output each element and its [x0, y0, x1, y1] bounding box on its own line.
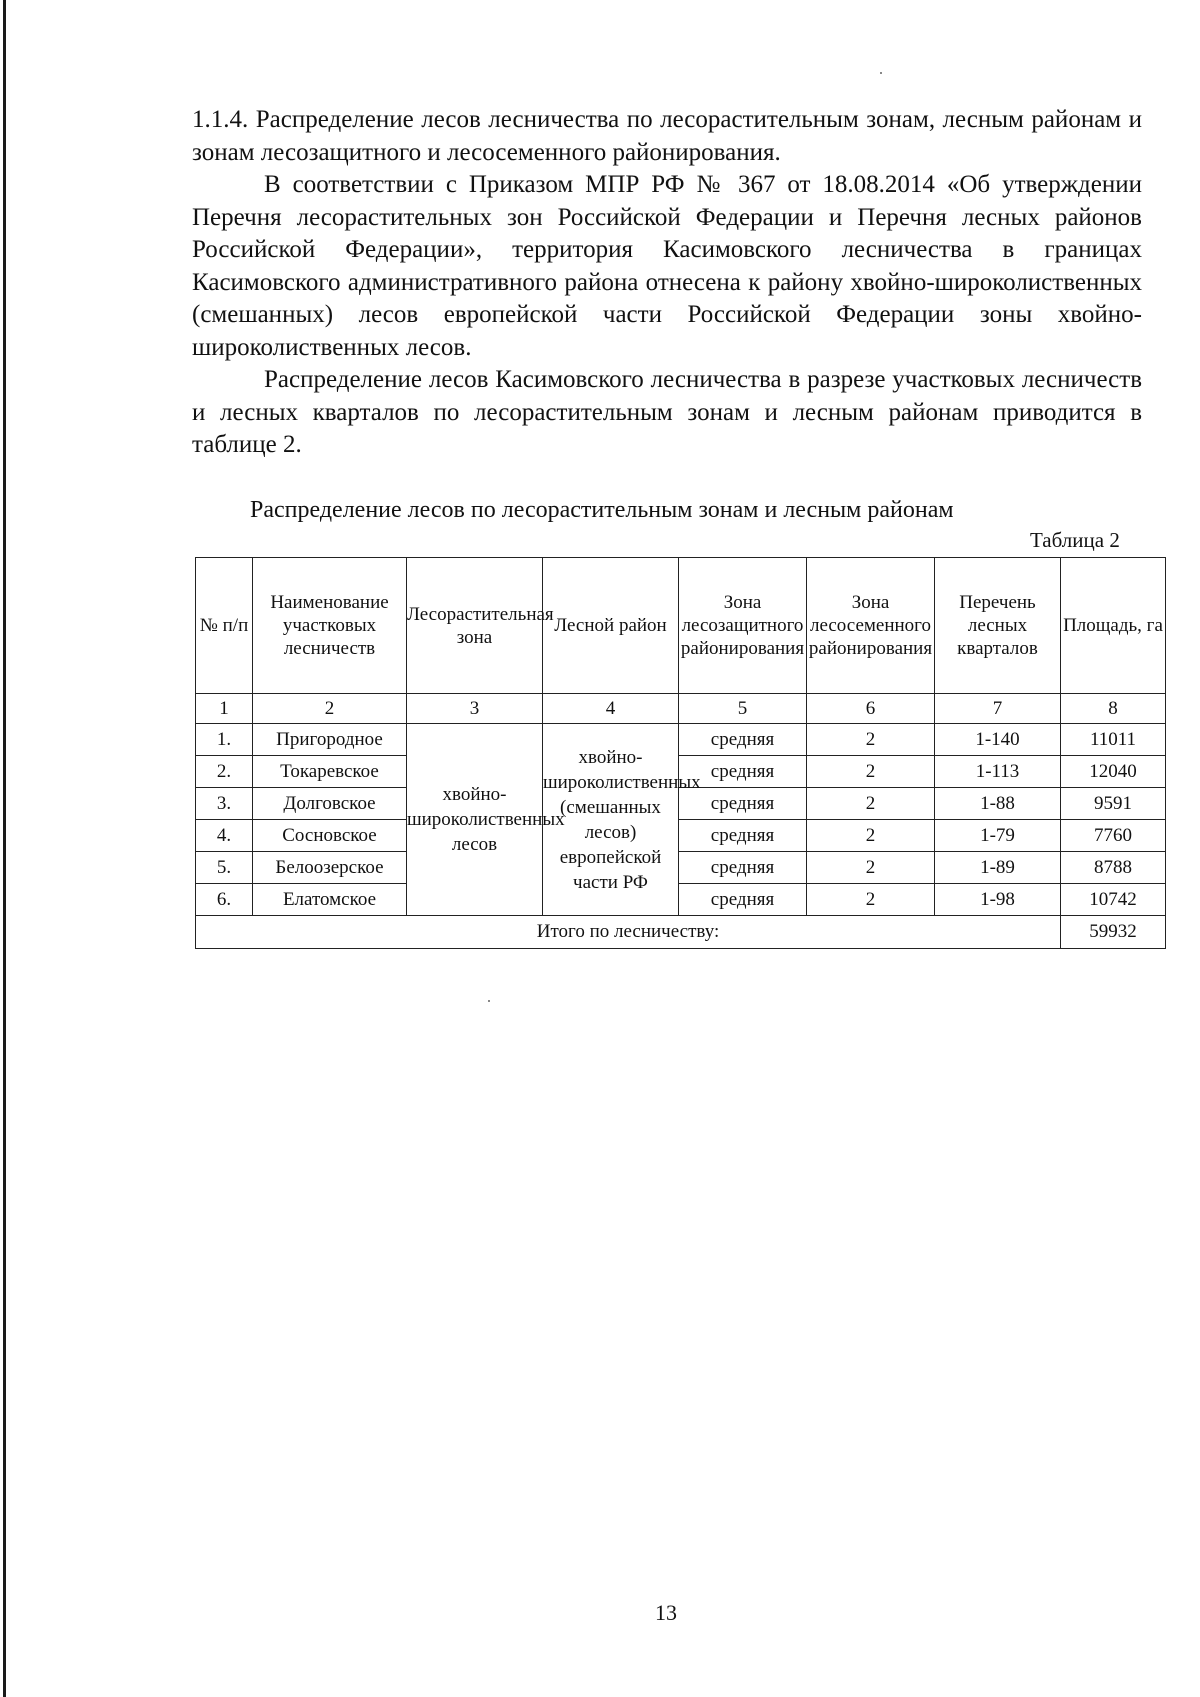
- total-value: 59932: [1061, 916, 1166, 949]
- row-quarters: 1-79: [935, 820, 1061, 852]
- row-name: Сосновское: [253, 820, 407, 852]
- scan-border-edge: [3, 0, 6, 1697]
- table-label: Таблица 2: [1030, 528, 1120, 552]
- column-number-row: [196, 694, 1166, 724]
- table-caption: Распределение лесов по лесорастительным зонам и лесным районам: [250, 497, 954, 523]
- row-quarters: 1-140: [935, 724, 1061, 756]
- header-name: Наименование участковых лесничеств: [253, 558, 407, 694]
- row-area: 10742: [1061, 884, 1166, 916]
- paragraph-1: В соответствии с Приказом МПР РФ № 367 от 18.08.2014 «Об утверждении Перечня лесорастительных зон Российской Федерации и Перечня лесных районов Российской Федерации», территория Касимовского лесничества в границах Касимовского административного района отнесена к району хвойно-широколиственных (смешанных) лесов европейской части Российской Федерации зоны хвойно-широколиственных лесов.: [192, 171, 1142, 361]
- table-row: [196, 724, 1166, 756]
- row-quarters: 1-98: [935, 884, 1061, 916]
- row-num: 5.: [196, 852, 253, 884]
- header-num: № п/п: [196, 558, 253, 694]
- table-total-row: [196, 916, 1166, 949]
- page-number: 13: [655, 1600, 677, 1625]
- header-forest-district: Лесной район: [543, 558, 679, 694]
- row-seed-zone: 2: [807, 724, 935, 756]
- merged-vegetation-zone: хвойно-широколиственных лесов: [407, 724, 543, 916]
- row-protection-zone: средняя: [679, 820, 807, 852]
- table-row: [196, 852, 1166, 884]
- row-seed-zone: 2: [807, 756, 935, 788]
- column-number: 1: [196, 694, 253, 724]
- table-row: [196, 820, 1166, 852]
- row-area: 11011: [1061, 724, 1166, 756]
- body-text: [192, 104, 1142, 462]
- row-area: 8788: [1061, 852, 1166, 884]
- paragraph-2: Распределение лесов Касимовского лесничества в разрезе участковых лесничеств и лесных кварталов по лесорастительным зонам и лесным районам приводится в таблице 2.: [192, 366, 1142, 458]
- row-quarters: 1-88: [935, 788, 1061, 820]
- row-quarters: 1-89: [935, 852, 1061, 884]
- header-area: Площадь, га: [1061, 558, 1166, 694]
- merged-forest-district: хвойно-широколиственных (смешанных лесов) европейской части РФ: [543, 724, 679, 916]
- table-header-row: [196, 558, 1166, 694]
- column-number: 4: [543, 694, 679, 724]
- row-num: 6.: [196, 884, 253, 916]
- row-area: 9591: [1061, 788, 1166, 820]
- row-num: 3.: [196, 788, 253, 820]
- header-vegetation-zone: Лесорастительная зона: [407, 558, 543, 694]
- row-protection-zone: средняя: [679, 852, 807, 884]
- column-number: 2: [253, 694, 407, 724]
- row-protection-zone: средняя: [679, 788, 807, 820]
- row-protection-zone: средняя: [679, 756, 807, 788]
- column-number: 3: [407, 694, 543, 724]
- row-name: Пригородное: [253, 724, 407, 756]
- row-seed-zone: 2: [807, 820, 935, 852]
- row-area: 7760: [1061, 820, 1166, 852]
- section-heading: 1.1.4. Распределение лесов лесничества по лесорастительным зонам, лесным районам и зонам лесозащитного и лесосеменного районирования.: [192, 106, 1142, 166]
- row-seed-zone: 2: [807, 884, 935, 916]
- column-number: 8: [1061, 694, 1166, 724]
- row-name: Елатомское: [253, 884, 407, 916]
- table-row: [196, 884, 1166, 916]
- column-number: 7: [935, 694, 1061, 724]
- row-name: Долговское: [253, 788, 407, 820]
- scan-speck: [880, 72, 882, 74]
- row-seed-zone: 2: [807, 852, 935, 884]
- row-num: 2.: [196, 756, 253, 788]
- row-quarters: 1-113: [935, 756, 1061, 788]
- column-number: 5: [679, 694, 807, 724]
- scan-speck: [488, 1000, 490, 1002]
- row-num: 4.: [196, 820, 253, 852]
- row-area: 12040: [1061, 756, 1166, 788]
- row-num: 1.: [196, 724, 253, 756]
- total-label: Итого по лесничеству:: [196, 916, 1061, 949]
- row-protection-zone: средняя: [679, 884, 807, 916]
- header-protection-zone: Зона лесозащитного районирования: [679, 558, 807, 694]
- row-name: Токаревское: [253, 756, 407, 788]
- header-seed-zone: Зона лесосеменного районирования: [807, 558, 935, 694]
- forest-distribution-table: [195, 557, 1166, 949]
- header-quarters: Перечень лесных кварталов: [935, 558, 1061, 694]
- row-protection-zone: средняя: [679, 724, 807, 756]
- column-number: 6: [807, 694, 935, 724]
- row-seed-zone: 2: [807, 788, 935, 820]
- row-name: Белоозерское: [253, 852, 407, 884]
